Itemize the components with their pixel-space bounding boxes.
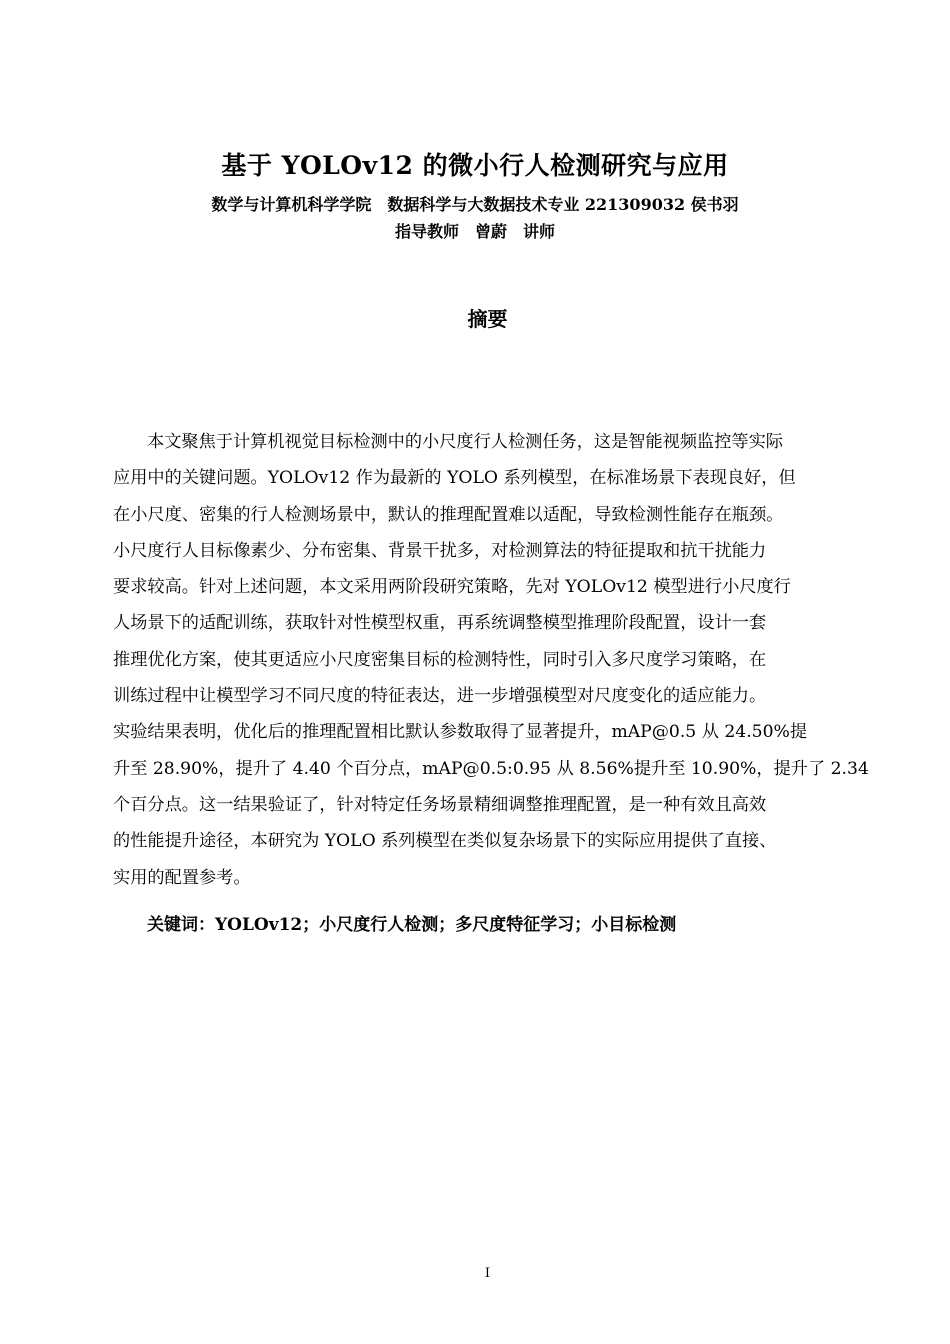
abstract-line: 个百分点。这一结果验证了，针对特定任务场景精细调整推理配置，是一种有效且高效 bbox=[113, 794, 767, 815]
abstract-line: 本文聚焦于计算机视觉目标检测中的小尺度行人检测任务，这是智能视频监控等实际 bbox=[147, 432, 783, 452]
abstract-line: 实用的配置参考。 bbox=[113, 867, 251, 888]
abstract-line: 推理优化方案，使其更适应小尺度密集目标的检测特性，同时引入多尺度学习策略，在 bbox=[113, 649, 767, 670]
paper-title: 基于 YOLOv12 的微小行人检测研究与应用 bbox=[221, 151, 729, 180]
abstract-line: 应用中的关键问题。YOLOv12 作为最新的 YOLO 系列模型，在标准场景下表现良好，但 bbox=[113, 468, 796, 489]
abstract-line: 要求较高。针对上述问题，本文采用两阶段研究策略，先对 YOLOv12 模型进行小尺度行 bbox=[113, 577, 791, 598]
abstract-body bbox=[113, 428, 869, 900]
abstract-line: 升至 28.90%，提升了 4.40 个百分点，mAP@0.5:0.95 从 8.56%提升至 10.90%，提升了 2.34 bbox=[113, 758, 869, 779]
abstract-line: 的性能提升途径，本研究为 YOLO 系列模型在类似复杂场景下的实际应用提供了直接、 bbox=[113, 831, 777, 852]
page-number: I bbox=[484, 1266, 491, 1281]
abstract-line: 实验结果表明，优化后的推理配置相比默认参数取得了显著提升，mAP@0.5 从 24.50%提 bbox=[113, 722, 808, 743]
abstract-line: 小尺度行人目标像素少、分布密集、背景干扰多，对检测算法的特征提取和抗干扰能力 bbox=[113, 540, 767, 561]
abstract-line: 人场景下的适配训练，获取针对性模型权重，再系统调整模型推理阶段配置，设计一套 bbox=[113, 613, 767, 634]
abstract-heading: 摘要 bbox=[467, 307, 508, 331]
advisor-line: 指导教师 曾蔚 讲师 bbox=[394, 222, 555, 241]
keywords-line: 关键词：YOLOv12；小尺度行人检测；多尺度特征学习；小目标检测 bbox=[147, 915, 677, 935]
abstract-line: 训练过程中让模型学习不同尺度的特征表达，进一步增强模型对尺度变化的适应能力。 bbox=[113, 686, 767, 707]
author-line: 数学与计算机科学学院 数据科学与大数据技术专业 221309032 侯书羽 bbox=[211, 195, 739, 214]
abstract-line: 在小尺度、密集的行人检测场景中，默认的推理配置难以适配，导致检测性能存在瓶颈。 bbox=[113, 504, 784, 525]
